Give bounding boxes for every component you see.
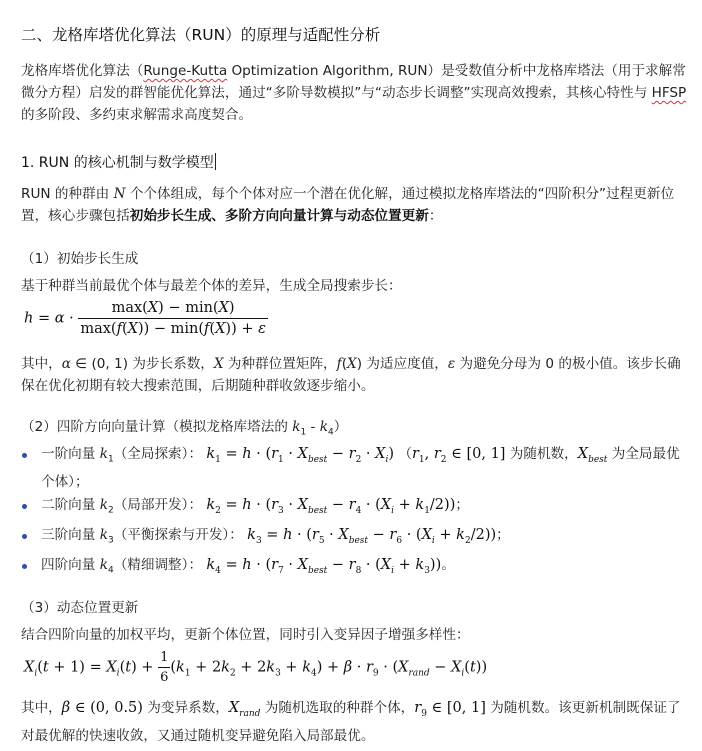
- section-title: 二、龙格库塔优化算法（RUN）的原理与适配性分析: [21, 26, 381, 44]
- step1-note: 其中，α ∈ (0, 1) 为步长系数，X 为种群位置矩阵，f(X) 为适应度值，ε 为避免分母为 0 的极小值。该步长确保在优化初期有较大搜索范围，后期随种群收敛逐步缩小。: [21, 356, 681, 394]
- step1-title: （1）初始步长生成: [21, 251, 139, 267]
- bullet-icon: [22, 564, 27, 569]
- step-size-equation: h = α · $\frac{\max(X) - \min(X)}{\max(f(X)) - \min(f(X)) + \varepsilon}$: [24, 300, 266, 337]
- bold-core-steps: 初始步长生成、多阶方向向量计算与动态位置更新: [129, 208, 429, 224]
- list-item-k2: 二阶向量 $k_2$（局部开发）： $k_2 = h \cdot (r_3 \cdot X_{best} - r_4 \cdot (X_i + k_1/2))$；: [41, 497, 469, 516]
- list-item-k3: 三阶向量 $k_3$（平衡探索与开发）： $k_3 = h \cdot (r_5 \cdot X_{best} - r_6 \cdot (X_i + k_2/2))$；: [41, 527, 510, 546]
- step3-title: （3）动态位置更新: [21, 600, 139, 616]
- subsection-heading: 1. RUN 的核心机制与数学模型: [21, 155, 214, 171]
- list-item-k1: 一阶向量 $k_1$（全局探索）： $k_1 = h \cdot (r_1 \cdot X_{best} - r_2 \cdot X_i)$ （$r_1$, $r_2$ ∈ [0, 1] 为随机数，$X_{best}$ 为全局最优个体）；: [41, 446, 680, 490]
- bullet-icon: [22, 534, 27, 539]
- step3-paragraph: 结合四阶向量的加权平均，更新个体位置，同时引入变异因子增强多样性：: [21, 627, 470, 643]
- step1-paragraph: 基于种群当前最优个体与最差个体的差异，生成全局搜索步长：: [21, 278, 402, 294]
- text-cursor: [215, 153, 216, 170]
- mechanism-paragraph: RUN 的种群由 N 个个体组成，每个个体对应一个潜在优化解，通过模拟龙格库塔法的“四阶积分”过程更新位置，核心步骤包括初始步长生成、多阶方向向量计算与动态位置更新：: [21, 186, 675, 224]
- spell-runge-kutta: Runge-Kutta: [143, 63, 228, 79]
- intro-paragraph: 龙格库塔优化算法（Runge-Kutta Optimization Algorithm, RUN）是受数值分析中龙格库塔法（用于求解常微分方程）启发的群智能优化算法，通过“多阶导数模拟”与“动态步长调整”实现高效搜索，其核心特性与 HFSP 的多阶段、多约束求解需求高度契合。: [21, 63, 687, 123]
- step3-note: 其中，β ∈ (0, 0.5) 为变异系数，$X_{rand}$ 为随机选取的种群个体，$r_9$ ∈ [0, 1] 为随机数。该更新机制既保证了对最优解的快速收敛，又通过随机变异避免陷入局部最优。: [21, 700, 681, 744]
- bullet-icon: [22, 453, 27, 458]
- bullet-icon: [22, 504, 27, 509]
- step2-title: （2）四阶方向向量计算（模拟龙格库塔法的 $k_1 - k_4$）: [21, 419, 348, 438]
- list-item-k4: 四阶向量 $k_4$（精细调整）： $k_4 = h \cdot (r_7 \cdot X_{best} - r_8 \cdot (X_i + k_3))$。: [41, 557, 455, 576]
- position-update-equation: $X_i(t + 1) = X_i(t)$ + $\frac{1}{6}$ $(k_1 + 2k_2 + 2k_3 + k_4) + \beta \cdot r_9 \cdot (X_{rand} - X_i(t))$: [24, 650, 488, 685]
- spell-hfsp: HFSP: [651, 85, 687, 101]
